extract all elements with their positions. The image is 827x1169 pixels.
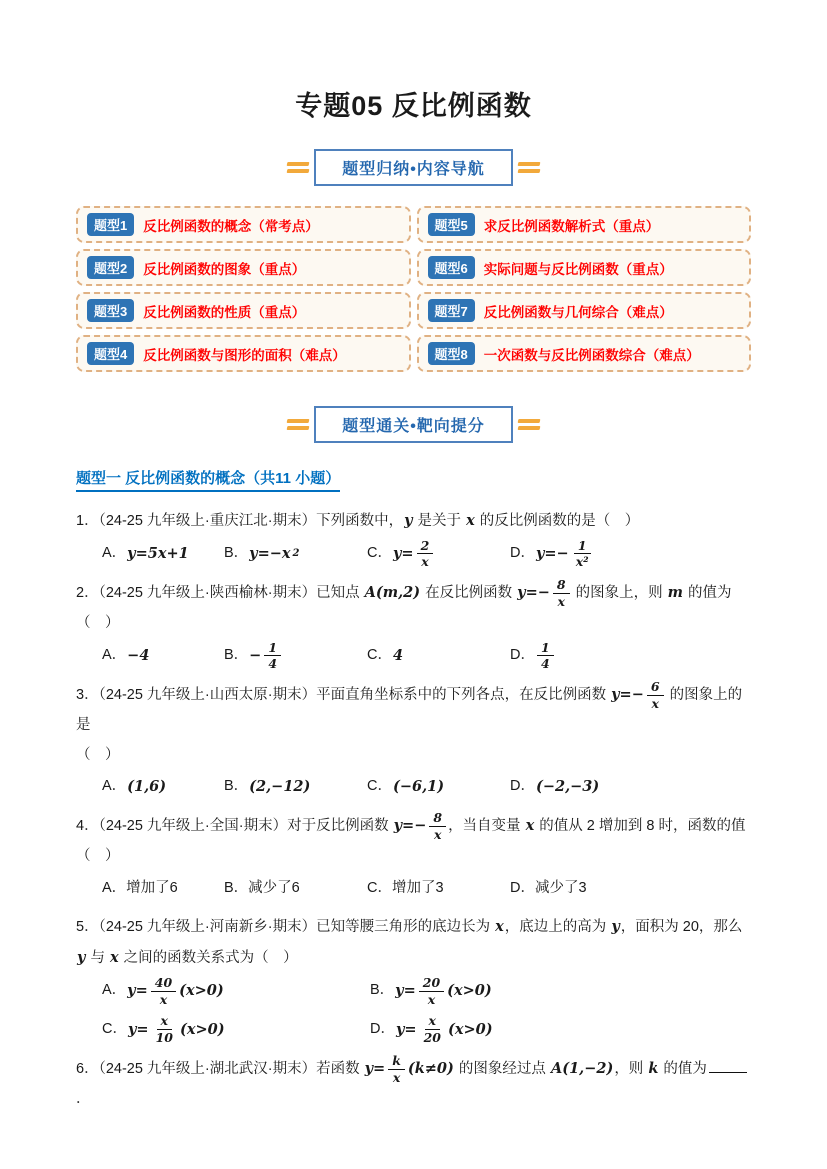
gold-bars-icon xyxy=(287,162,309,173)
option-b: B． − $\frac{1}{4}$ xyxy=(224,641,367,672)
banner-topic-summary-label: 题型归纳•内容导航 xyxy=(314,149,513,186)
question-stem: 1．（24-25 九年级上·重庆江北·期末）下列函数中，y 是关于 x 的反比例函数的是（ ） xyxy=(76,512,640,529)
topic-label: 反比例函数的概念（常考点） xyxy=(143,218,319,234)
gold-bars-icon xyxy=(518,162,540,173)
banner-practice xyxy=(76,406,751,443)
topic-tag: 题型4 xyxy=(87,342,134,365)
gold-bars-icon xyxy=(287,419,309,430)
topic-item-5 xyxy=(417,206,752,243)
option-d: D． y=− $\frac{1}{\text{x²}}$ xyxy=(510,537,589,570)
option-b: B． (2,−12) xyxy=(224,778,311,796)
option-a: A． (1,6) xyxy=(102,778,167,796)
option-a: A． −4 xyxy=(102,647,150,665)
option-b: B． y=−x 2 xyxy=(224,545,300,563)
topic-item-8 xyxy=(417,335,752,372)
topic-item-1 xyxy=(76,206,411,243)
topic-item-6 xyxy=(417,249,752,286)
option-a: A． y=5x+1 xyxy=(102,545,189,563)
question-1 xyxy=(76,506,751,569)
question-options xyxy=(102,772,751,802)
option-b: B． y= $\frac{20}{x}$ (x>0) xyxy=(370,974,492,1007)
topic-tag: 题型5 xyxy=(428,213,475,236)
option-c: C． (−6,1) xyxy=(367,778,445,796)
question-6 xyxy=(76,1054,751,1115)
topic-label: 反比例函数与图形的面积（难点） xyxy=(143,347,346,363)
option-a: A． y= $\frac{40}{x}$ (x>0) xyxy=(102,974,224,1007)
option-c: C． y= $\frac{x}{10}$ (x>0) xyxy=(102,1013,225,1046)
page-title: 专题05 反比例函数 xyxy=(295,91,532,121)
question-stem-continued: （ ） xyxy=(76,847,120,864)
option-d: D． y= $\frac{x}{20}$ (x>0) xyxy=(370,1013,493,1046)
option-c: C． y= $\frac{2}{x}$ xyxy=(367,539,510,570)
topic-label: 求反比例函数解析式（重点） xyxy=(483,218,660,234)
section-heading: 题型一 反比例函数的概念（共11 小题） xyxy=(76,467,340,492)
topic-label: 反比例函数的图象（重点） xyxy=(143,261,306,277)
option-b: B．减少了6 xyxy=(224,879,300,896)
question-5 xyxy=(76,912,751,1044)
topic-tag: 题型3 xyxy=(87,299,134,322)
topic-item-2 xyxy=(76,249,411,286)
option-d: D． $\frac{1}{4}$ xyxy=(510,641,556,672)
question-stem: 3．（24-25 九年级上·山西太原·期末）平面直角坐标系中的下列各点，在反比例函数 y=− $\frac{6}{x}$ 的图象上的是 xyxy=(76,679,743,734)
option-c: C． 4 xyxy=(367,647,404,665)
option-d: D．减少了3 xyxy=(510,879,587,896)
question-options xyxy=(102,641,751,672)
topic-tag: 题型8 xyxy=(428,342,475,365)
question-2 xyxy=(76,578,751,671)
topic-tag: 题型2 xyxy=(87,256,134,279)
question-stem: 5．（24-25 九年级上·河南新乡·期末）已知等腰三角形的底边长为 x，底边上的高为 y，面积为 20，那么 y 与 x 之间的函数关系式为（ ） xyxy=(76,918,743,967)
option-a: A．增加了6 xyxy=(102,879,178,896)
question-options xyxy=(102,539,751,570)
question-stem-continued: （ ） xyxy=(76,746,120,763)
topic-table xyxy=(76,206,751,372)
gold-bars-icon xyxy=(518,419,540,430)
topic-item-3 xyxy=(76,292,411,329)
option-c: C．增加了3 xyxy=(367,879,444,896)
banner-topic-summary xyxy=(76,149,751,186)
banner-practice-label: 题型通关•靶向提分 xyxy=(314,406,513,443)
topic-tag: 题型1 xyxy=(87,213,134,236)
topic-label: 实际问题与反比例函数（重点） xyxy=(483,261,673,277)
topic-tag: 题型6 xyxy=(428,256,475,279)
question-stem: 6．（24-25 九年级上·湖北武汉·期末）若函数 y= $\frac{k}{x}$ (k≠0) 的图象经过点 A(1,−2)，则 k 的值为． xyxy=(76,1054,751,1115)
topic-label: 反比例函数与几何综合（难点） xyxy=(483,304,673,320)
question-stem: 4．（24-25 九年级上·全国·期末）对于反比例函数 y=− $\frac{8}{x}$ ，当自变量 x 的值从 2 增加到 8 时，函数的值 xyxy=(76,810,746,842)
topic-item-4 xyxy=(76,335,411,372)
topic-item-7 xyxy=(417,292,752,329)
topic-label: 反比例函数的性质（重点） xyxy=(143,304,306,320)
topic-tag: 题型7 xyxy=(428,299,475,322)
topic-label: 一次函数与反比例函数综合（难点） xyxy=(483,347,700,363)
question-options xyxy=(102,874,751,904)
question-stem: 2．（24-25 九年级上·陕西榆林·期末）已知点 A(m,2) 在反比例函数 y=− $\frac{8}{x}$ 的图象上，则 m 的值为（ ） xyxy=(76,577,732,632)
option-d: D． (−2,−3) xyxy=(510,778,600,796)
question-4 xyxy=(76,811,751,903)
question-3 xyxy=(76,680,751,802)
question-options xyxy=(102,976,751,1045)
